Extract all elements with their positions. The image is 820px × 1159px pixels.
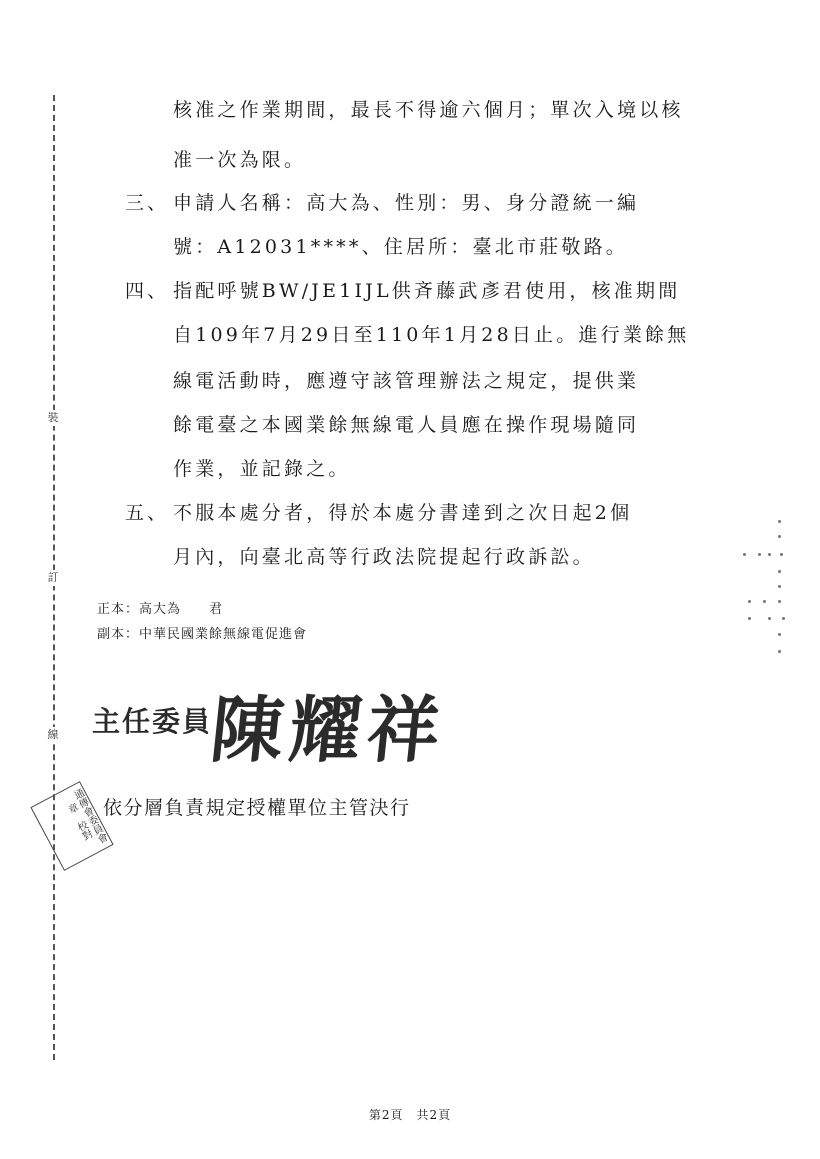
item-5-line: 不服本處分者，得於本處分書達到之次日起2個 [173, 502, 633, 524]
binding-char-xian: 線 [45, 727, 61, 743]
item-4-line: 作業，並記錄之。 [173, 458, 351, 480]
page-number: 第2頁 共2頁 [368, 1108, 452, 1122]
signature-name: 陳耀祥 [206, 687, 450, 772]
copy-recipient: 副本：中華民國業餘無線電促進會 [97, 627, 308, 642]
item-4-line: 餘電臺之本國業餘無線電人員應在操作現場隨同 [173, 414, 640, 436]
item-number-3: 三、 [125, 192, 170, 214]
item-3-line: 號：A12031****、住居所：臺北市莊敬路。 [173, 236, 628, 258]
item-3-line: 申請人名稱：高大為、性別：男、身分證統一編 [173, 192, 640, 214]
delegation-note: 依分層負責規定授權單位主管決行 [103, 797, 411, 819]
signature-title: 主任委員 [92, 705, 213, 738]
original-recipient: 正本：高大為 君 [97, 602, 224, 617]
paragraph-line: 核准之作業期間，最長不得逾六個月；單次入境以核 [173, 99, 684, 121]
item-5-line: 月內，向臺北高等行政法院提起行政訴訟。 [173, 546, 595, 568]
item-4-line: 指配呼號BW/JE1IJL供斉藤武彥君使用，核准期間 [173, 280, 681, 302]
proofread-stamp: 通傳會委員會 章 校對 [30, 781, 113, 871]
item-4-line: 線電活動時，應遵守該管理辦法之規定，提供業 [173, 370, 640, 392]
paragraph-line: 准一次為限。 [173, 149, 307, 171]
scan-artifact-dots [738, 515, 798, 665]
item-number-5: 五、 [125, 502, 170, 524]
item-4-line: 自109年7月29日至110年1月28日止。進行業餘無 [173, 324, 690, 346]
binding-char-ding: 訂 [45, 570, 61, 586]
binding-char-zhuang: 裝 [45, 410, 61, 426]
item-number-4: 四、 [125, 280, 170, 302]
